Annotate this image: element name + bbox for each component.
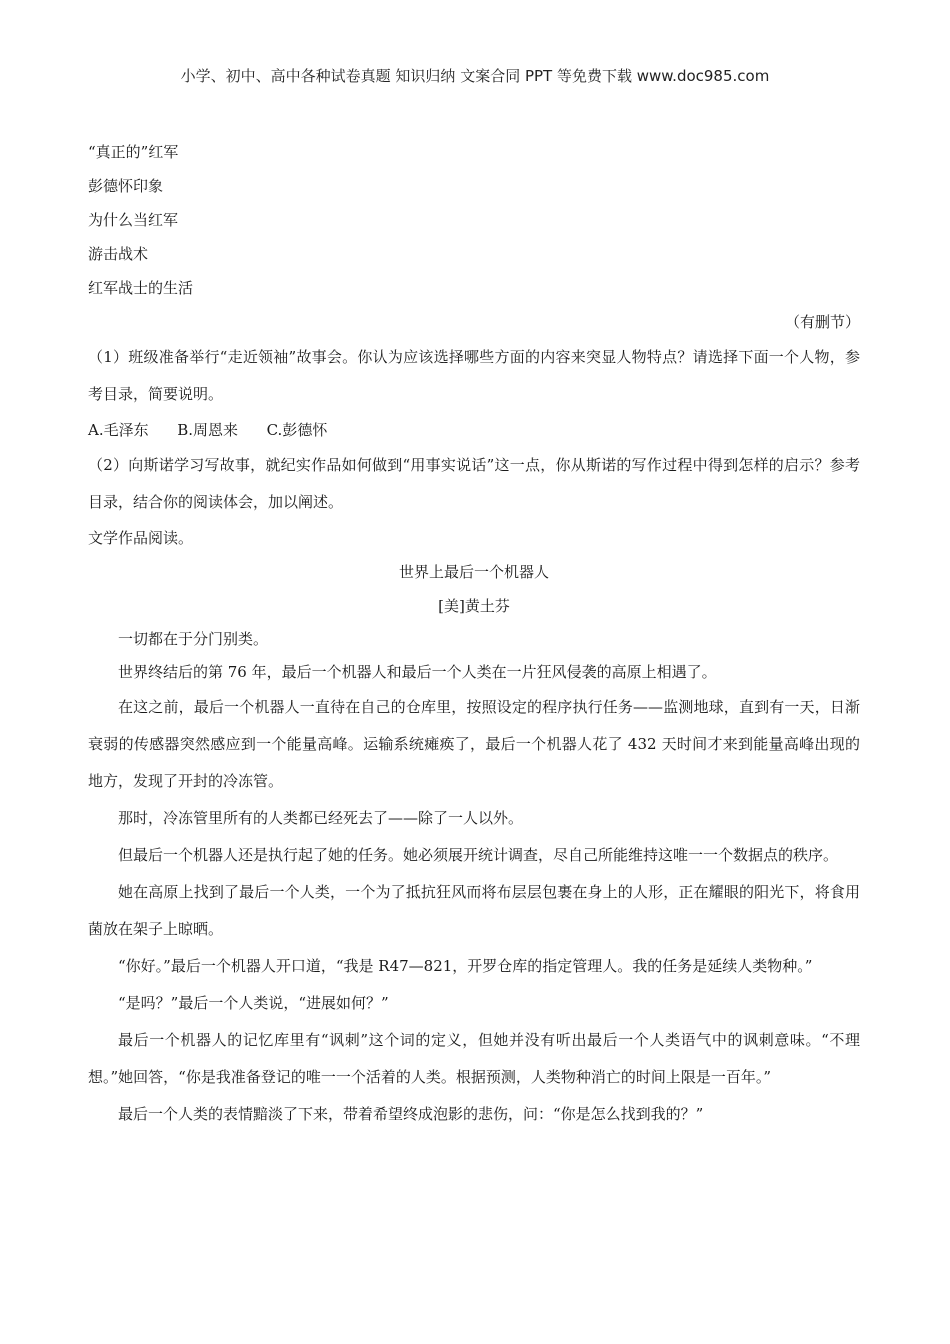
story-paragraph: “是吗？”最后一个人类说，“进展如何？” (118, 994, 389, 1012)
story-paragraph: “你好。”最后一个机器人开口道，“我是 R47—821，开罗仓库的指定管理人。我的任务是延续人类物种。” (118, 957, 813, 975)
page-header: 小学、初中、高中各种试卷真题 知识归纳 文案合同 PPT 等免费下载 www.doc985.com (180, 67, 770, 85)
story-title: 世界上最后一个机器人 (398, 563, 549, 581)
story-paragraph: 世界终结后的第 76 年，最后一个机器人和最后一个人类在一片狂风侵袭的高原上相遇了。 (118, 663, 717, 681)
abridged-note: （有删节） (784, 313, 860, 331)
story-author: [美]黄土芬 (438, 597, 510, 615)
answer-options: A.毛泽东 B.周恩来 C.彭德怀 (88, 421, 328, 439)
toc-item: 彭德怀印象 (88, 177, 164, 195)
section-label: 文学作品阅读。 (88, 529, 194, 547)
toc-item: 游击战术 (88, 245, 149, 263)
story-paragraph: 最后一个机器人的记忆库里有“讽刺”这个词的定义，但她并没有听出最后一个人类语气中的讽刺意味。“不理想。”她回答，“你是我准备登记的唯一一个活着的人类。根据预测，人类物种消亡的时间上限是一百年。” (88, 1031, 860, 1086)
document-body (88, 135, 860, 1133)
toc-item: “真正的”红军 (88, 143, 179, 161)
toc-item: 为什么当红军 (88, 211, 179, 229)
question-1: （1）班级准备举行“走近领袖”故事会。你认为应该选择哪些方面的内容来突显人物特点？请选择下面一个人物，参考目录，简要说明。 (88, 348, 860, 403)
story-paragraph: 那时，冷冻管里所有的人类都已经死去了——除了一人以外。 (118, 809, 524, 827)
story-paragraph: 最后一个人类的表情黯淡了下来，带着希望终成泡影的悲伤，问：“你是怎么找到我的？” (118, 1105, 704, 1123)
question-2: （2）向斯诺学习写故事，就纪实作品如何做到“用事实说话”这一点，你从斯诺的写作过程中得到怎样的启示？参考目录，结合你的阅读体会，加以阐述。 (88, 456, 860, 511)
toc-item: 红军战士的生活 (88, 279, 194, 297)
story-paragraph: 一切都在于分门别类。 (118, 630, 269, 648)
story-paragraph: 但最后一个机器人还是执行起了她的任务。她必须展开统计调查，尽自己所能维持这唯一一个数据点的秩序。 (118, 846, 839, 864)
story-paragraph: 她在高原上找到了最后一个人类，一个为了抵抗狂风而将布层层包裹在身上的人形，正在耀眼的阳光下，将食用菌放在架子上晾晒。 (88, 883, 860, 938)
story-paragraph: 在这之前，最后一个机器人一直待在自己的仓库里，按照设定的程序执行任务——监测地球，直到有一天，日渐衰弱的传感器突然感应到一个能量高峰。运输系统瘫痪了，最后一个机器人花了 432 天时间才来到能量高峰出现的地方，发现了开封的冷冻管。 (88, 698, 860, 790)
